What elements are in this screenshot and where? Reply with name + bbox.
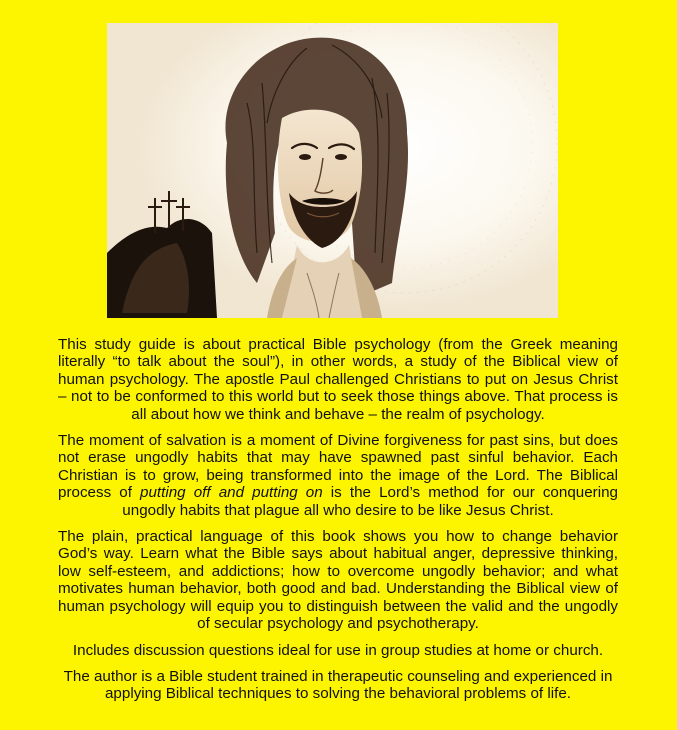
paragraph-practical-language: The plain, practical language of this book shows you how to change behavior God’s way. Learn what the Bible says about habitual anger, depressive thinking, low self-esteem, and addictions; how to overcome ungodly behavior; and what motivates human behavior, both good and bad. Understanding the Biblical view of human psychology will equip you to distinguish between the valid and the ungodly of secular psychology and psychotherapy. [58, 528, 618, 633]
paragraph-salvation-end: is the Lord’s method for our conquering ungodly habits that plague all who desire to be like Jesus Christ. [122, 484, 618, 519]
paragraph-author: The author is a Bible student trained in therapeutic counseling and experienced in applying Biblical techniques to solving the behavioral problems of life. [63, 667, 613, 703]
putting-off-putting-on-phrase: putting off and putting on [140, 484, 323, 502]
paragraph-discussion-questions: Includes discussion questions ideal for use in group studies at home or church. [72, 641, 604, 659]
paragraph-intro: This study guide is about practical Bible psychology (from the Greek meaning literally “to talk about the soul”), in other words, a study of the Biblical view of human psychology. The apostle Paul challenged Christians to put on Jesus Christ – not to be conformed to this world but to seek those things above. That process is all about how we think and behave – the realm of psychology. [58, 336, 618, 423]
description-text [58, 336, 618, 712]
paragraph-salvation-start: The moment of salvation is a moment of Divine forgiveness for past sins, but does not erase ungodly habits that may have spawned past sinful behavior. Each Christian is to grow, being transformed into the image of the Lord. The Biblical process of [58, 432, 618, 502]
jesus-portrait-sketch-icon [107, 23, 558, 318]
paragraph-salvation [58, 432, 618, 519]
